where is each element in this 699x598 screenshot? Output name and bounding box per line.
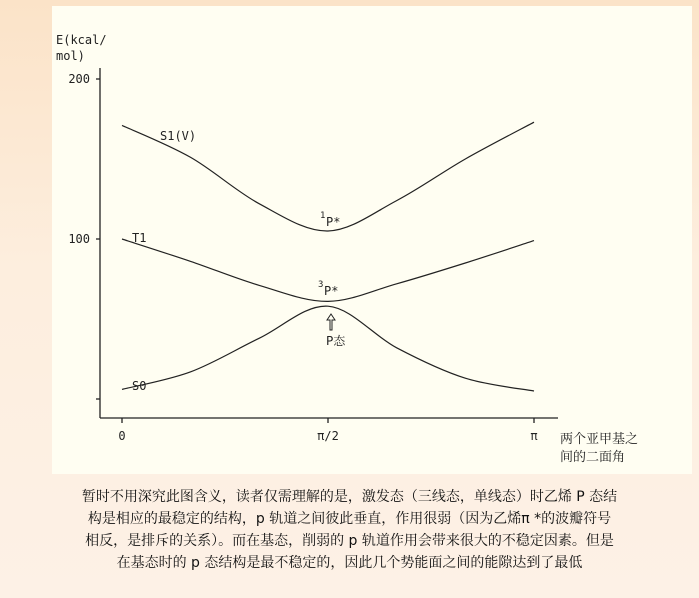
x-axis-label-line2: 间的二面角	[560, 450, 626, 465]
annotation-singlet-sup: 1	[320, 211, 326, 221]
annotation-singlet: P*	[326, 215, 341, 229]
caption-line-2: 构是相应的最稳定的结构，p 轨道之间彼此垂直，作用很弱（因为乙烯π *的波瓣符号	[87, 511, 612, 527]
y-axis-label-line2: mol)	[56, 49, 85, 63]
annotation-triplet-sup: 3	[318, 280, 324, 290]
y-tick-label: 200	[68, 72, 90, 86]
x-tick-label: π/2	[317, 429, 339, 443]
annotation-p-state: P态	[326, 334, 346, 348]
series-label-s0: S0	[132, 379, 147, 393]
x-tick-label: π	[530, 429, 538, 443]
x-axis-label-line1: 两个亚甲基之	[560, 432, 639, 447]
caption-line-3: 相反，是排斥的关系）。而在基态，削弱的 p 轨道作用会带来很大的不稳定因素。但是	[85, 533, 614, 549]
x-tick-label: 0	[118, 429, 126, 443]
y-axis-label-line1: E(kcal/	[56, 33, 107, 47]
figure-panel	[52, 6, 692, 474]
annotation-triplet: P*	[324, 284, 339, 298]
energy-diagram	[52, 6, 692, 474]
caption-line-4: 在基态时的 p 态结构是最不稳定的，因此几个势能面之间的能隙达到了最低	[116, 555, 583, 571]
caption	[0, 486, 699, 574]
series-label-t1: T1	[132, 231, 147, 245]
caption-line-1: 暂时不用深究此图含义，读者仅需理解的是，激发态（三线态，单线态）时乙烯 P 态结	[81, 489, 618, 505]
series-label-s1: S1(V)	[160, 129, 197, 143]
potential-curves	[122, 122, 534, 391]
y-tick-label: 100	[68, 232, 90, 246]
up-arrow-icon	[327, 314, 335, 330]
